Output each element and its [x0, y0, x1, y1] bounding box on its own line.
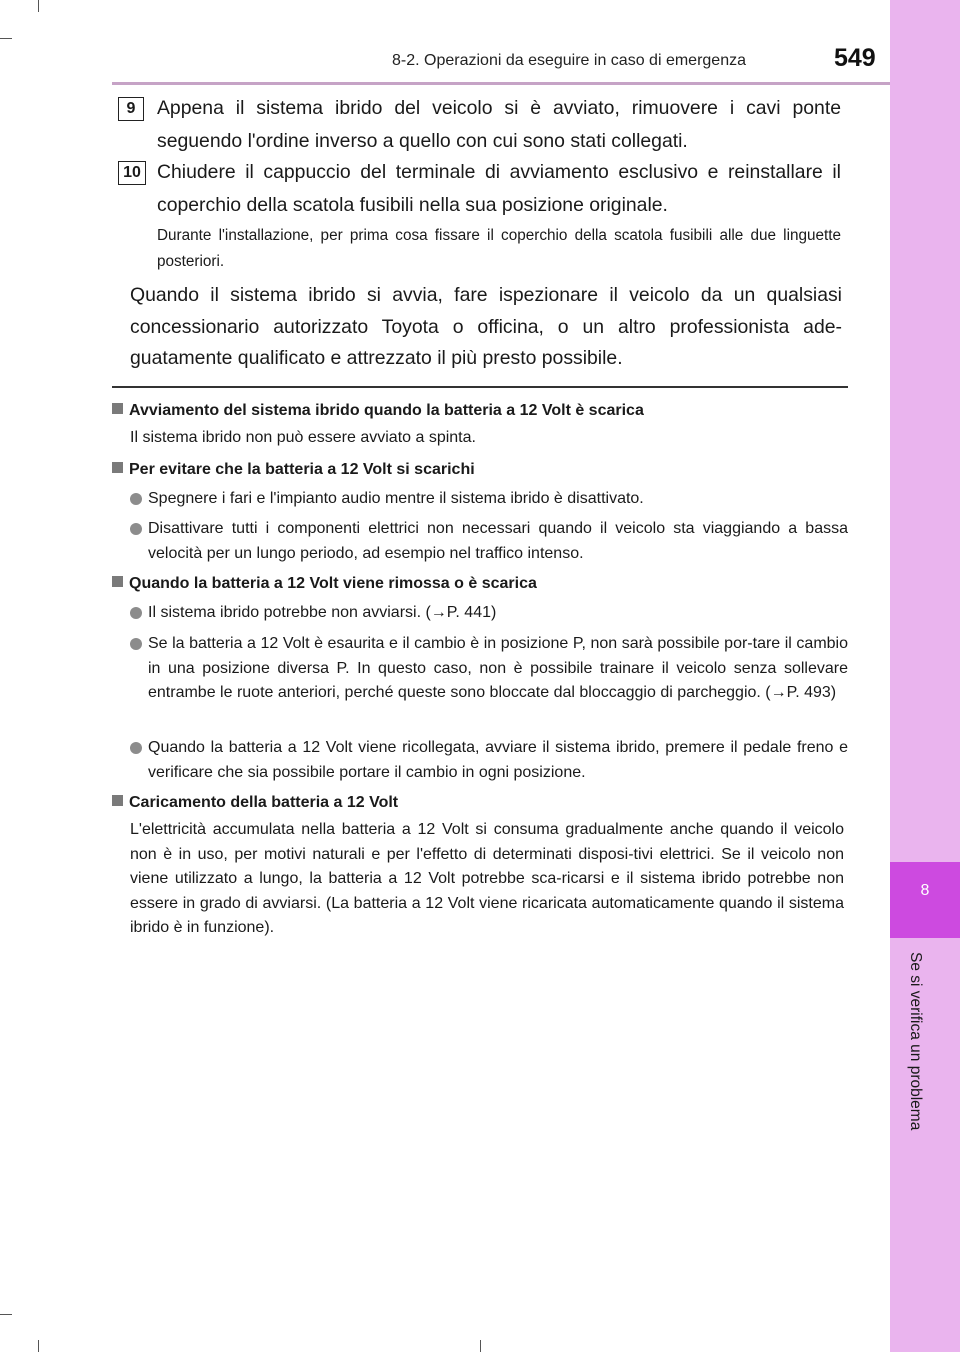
section-divider	[112, 386, 848, 388]
list-item-text: Spegnere i fari e l'impianto audio mentre il sistema ibrido è disattivato.	[148, 490, 644, 507]
header-rule	[112, 82, 890, 85]
list-item-text: Se la batteria a 12 Volt è esaurita e il cambio è in posizione P, non sarà possibile por-tare il cambio in una posizione diversa P. In questo caso, non è possibile trainare il veicolo senza sollevare entrambe le ruote anteriori, perché queste sono bloccate dal bloccaggio di parcheggio. (→P. 493)	[148, 635, 848, 701]
step-note: Durante l'installazione, per prima cosa fissare il coperchio della scatola fusibili alle due linguette posteriori.	[157, 227, 841, 270]
crop-mark	[0, 1314, 12, 1315]
list-item	[130, 632, 848, 706]
note-heading-text: Caricamento della batteria a 12 Volt	[129, 794, 399, 811]
note-heading-text: Quando la batteria a 12 Volt viene rimossa o è scarica	[129, 575, 537, 592]
step-number-badge: 10	[118, 161, 146, 185]
crop-mark	[38, 1340, 39, 1352]
list-item-text: Il sistema ibrido potrebbe non avviarsi. (→P. 441)	[148, 604, 497, 621]
list-item	[130, 736, 848, 785]
crop-mark	[480, 1340, 481, 1352]
note-paragraph: Il sistema ibrido non può essere avviato a spinta.	[130, 429, 476, 446]
summary-paragraph: Quando il sistema ibrido si avvia, fare ispezionare il veicolo da un qualsiasi concessionario autorizzato Toyota o officina, o un altro professionista ade-guatamente qualificato e attrezzato il più presto possibile.	[130, 284, 842, 369]
round-bullet-icon	[130, 742, 142, 754]
page-number: 549	[834, 44, 876, 72]
note-heading	[112, 458, 475, 482]
round-bullet-icon	[130, 523, 142, 535]
side-tab-chapter-number: 8	[920, 882, 930, 899]
note-heading-text: Avviamento del sistema ibrido quando la batteria a 12 Volt è scarica	[129, 402, 644, 419]
note-heading	[112, 399, 644, 423]
square-bullet-icon	[112, 795, 123, 806]
square-bullet-icon	[112, 576, 123, 587]
list-item	[130, 601, 848, 626]
note-paragraph: L'elettricità accumulata nella batteria a 12 Volt si consuma gradualmente anche quando il veicolo non è in uso, per motivi naturali e per l'effetto di determinati disposi-tivi elettrici. Se il veicolo non viene utilizzato a lungo, la batteria a 12 Volt potrebbe sca-ricarsi e il sistema ibrido potrebbe non essere in grado di avviarsi. (La batteria a 12 Volt viene ricaricata automaticamente quando il sistema ibrido è in funzione).	[130, 821, 844, 936]
step-number-badge: 9	[118, 97, 144, 121]
list-item	[130, 487, 848, 512]
note-heading	[112, 791, 398, 815]
step-text: Appena il sistema ibrido del veicolo si è avviato, rimuovere i cavi ponte seguendo l'ordine inverso a quello con cui sono stati collegati.	[157, 97, 841, 152]
round-bullet-icon	[130, 607, 142, 619]
side-tab-chapter-marker	[890, 862, 960, 938]
list-item-text: Disattivare tutti i componenti elettrici non necessari quando il veicolo sta viaggiando a bassa velocità per un lungo periodo, ad esempio nel traffico intenso.	[148, 520, 848, 562]
square-bullet-icon	[112, 462, 123, 473]
crop-mark	[0, 38, 12, 39]
round-bullet-icon	[130, 493, 142, 505]
list-item-text: Quando la batteria a 12 Volt viene ricollegata, avviare il sistema ibrido, premere il pedale freno e verificare che sia possibile portare il cambio in ogni posizione.	[148, 739, 848, 781]
note-heading	[112, 572, 537, 596]
note-heading-text: Per evitare che la batteria a 12 Volt si scarichi	[129, 461, 475, 478]
list-item	[130, 517, 848, 566]
square-bullet-icon	[112, 403, 123, 414]
section-title: 8-2. Operazioni da eseguire in caso di emergenza	[392, 52, 746, 69]
crop-mark	[38, 0, 39, 12]
side-tab-chapter-title: Se si verifica un problema	[907, 952, 924, 1131]
step-text: Chiudere il cappuccio del terminale di avviamento esclusivo e reinstallare il coperchio della scatola fusibili nella sua posizione originale.	[157, 161, 841, 216]
round-bullet-icon	[130, 638, 142, 650]
